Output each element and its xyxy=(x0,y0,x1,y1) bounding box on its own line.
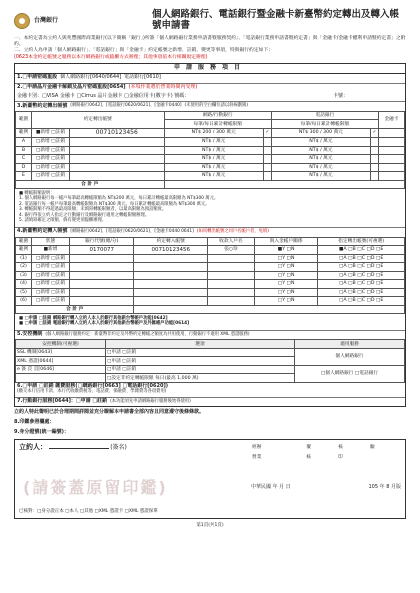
intro-line-2: 二、立約人為申請「個人網路銀行」、「電話銀行」與「金融卡」約定帳號之新增、註銷、變更等事項，特與銀行約定如下： xyxy=(14,48,274,54)
date-field[interactable]: 中華民國 年 月 日 xyxy=(251,483,291,490)
row-status[interactable]: □新增 □註銷 xyxy=(32,263,70,272)
section-1-opt2[interactable]: 電話銀行[0610] xyxy=(124,74,161,81)
row-svc[interactable]: □A □B □C □D □E xyxy=(318,280,405,289)
col-opt: 選項 xyxy=(106,340,295,349)
row-key: (6) xyxy=(16,297,32,306)
row-phone-check[interactable] xyxy=(371,163,379,172)
bank-logo xyxy=(14,13,134,29)
signature-hint: (簽名) xyxy=(110,443,127,451)
section-1 xyxy=(15,74,405,84)
self-transfer-net[interactable]: ■ □申請 □註銷 網路銀行轉入立約人本人於銀行其他新台幣帳戶功能[0642] xyxy=(19,315,168,321)
row-type xyxy=(16,374,106,383)
header xyxy=(14,8,406,34)
note-line: ■ 轉帳限額說明： xyxy=(19,190,55,196)
row-rel[interactable]: □Y □N xyxy=(254,254,317,263)
signature-line[interactable] xyxy=(49,448,109,449)
row-rel[interactable]: □Y □N xyxy=(254,288,317,297)
section-4-label: 4.新臺幣約定轉入帳號 xyxy=(17,228,68,235)
row-opt[interactable]: □設定非約定轉帳限額 每日(最高 1,000 萬) xyxy=(106,374,295,383)
row-acct[interactable] xyxy=(134,297,208,306)
col-acct: 約定轉入帳號 xyxy=(134,237,208,246)
row-phone[interactable]: NT$ / 萬元 xyxy=(271,146,370,155)
row-bank[interactable] xyxy=(70,254,134,263)
row-key: B xyxy=(16,146,32,155)
row-bank[interactable] xyxy=(70,288,134,297)
row-acct[interactable] xyxy=(70,163,165,172)
col-name: 收款人戶名 xyxy=(208,237,255,246)
intro xyxy=(14,36,406,60)
row-card[interactable] xyxy=(379,138,405,147)
col-app: 適用服務 xyxy=(295,340,405,349)
page-footer: 第1頁(共1頁) xyxy=(196,522,224,528)
row-svc[interactable]: □A □B □C □D □E xyxy=(318,297,405,306)
row-name[interactable] xyxy=(208,254,255,263)
table-total-row xyxy=(16,305,405,314)
row-name[interactable] xyxy=(208,288,255,297)
section-7-label[interactable]: 7.行動銀行服務[0644]：□申請 □註銷 xyxy=(17,398,108,405)
row-bank[interactable] xyxy=(70,297,134,306)
staff-label: 核 xyxy=(338,444,343,450)
row-key: 範例 xyxy=(16,128,32,137)
limit-notes xyxy=(15,189,405,228)
note-line: 5. 請填寫確定之限額，倘有變更須臨櫃辦理。 xyxy=(19,218,107,224)
row-acct[interactable] xyxy=(70,146,165,155)
row-net[interactable]: NT$ / 萬元 xyxy=(164,146,263,155)
row-phone-check[interactable] xyxy=(371,172,379,181)
row-net[interactable]: NT$ 200 / 300 萬元 xyxy=(164,128,263,137)
section-4-code: [網路銀行0642]、[電話銀行0620/0621]、[金融卡0440 0641] xyxy=(70,228,194,234)
row-key: (1) xyxy=(16,254,32,263)
row-key: (4) xyxy=(16,280,32,289)
row-svc[interactable]: ■A □B □C □D □E xyxy=(318,246,405,255)
date-row xyxy=(251,485,401,491)
row-phone[interactable]: NT$ 300 / 300 萬元 xyxy=(271,128,370,137)
form-version: 105 年 8 月版 xyxy=(368,483,401,490)
self-transfer-phone[interactable]: ■ □申請 □註銷 電話銀行轉入立約人本人於銀行其他新台幣帳戶及外匯帳戶功能[0614] xyxy=(19,321,190,327)
transfer-out-table xyxy=(15,111,405,189)
app-both[interactable]: □個人網路銀行 □電話銀行 xyxy=(295,365,405,382)
row-acct[interactable]: 00710123456 xyxy=(70,128,165,137)
col-range: 範圍 xyxy=(16,237,32,246)
card-number-label[interactable]: 卡號： xyxy=(333,92,349,99)
staff-table xyxy=(251,443,401,463)
row-card[interactable] xyxy=(379,172,405,181)
section-6 xyxy=(15,383,405,398)
row-acct[interactable] xyxy=(134,271,208,280)
bank-name: 台灣銀行 xyxy=(34,16,59,24)
row-key: D xyxy=(16,163,32,172)
intro-line-3: (0623本金約定帳號之服務以本行網路銀行或臨櫃方式辦理；其他事項依本行相關規定辦理) xyxy=(14,54,208,60)
row-phone-check[interactable] xyxy=(371,155,379,164)
row-rel[interactable]: ■Y □N xyxy=(254,246,317,255)
seal-placeholder[interactable]: (請簽蓋原留印鑑) xyxy=(23,477,168,497)
table-row xyxy=(16,146,405,155)
row-phone-check[interactable] xyxy=(371,138,379,147)
row-status[interactable]: □新增 □註銷 xyxy=(32,280,70,289)
row-key: C xyxy=(16,155,32,164)
col-net: 網路/行動銀行 xyxy=(164,111,271,120)
table-row xyxy=(16,365,405,374)
staff-label: 驗 xyxy=(370,444,375,450)
section-2-label[interactable]: 2.□申請晶片金融卡解鎖及晶片密碼重設[0654] xyxy=(17,84,126,91)
staff-area xyxy=(251,443,401,515)
section-1-label[interactable]: 1.□申請密碼重設 xyxy=(17,74,58,81)
row-phone-check[interactable] xyxy=(371,146,379,155)
form-title: 個人網路銀行、電話銀行暨金融卡新臺幣約定轉出及轉入帳號申請書 xyxy=(152,9,400,31)
row-net-check[interactable] xyxy=(263,146,271,155)
section-3 xyxy=(15,102,405,111)
col-range: 範圍 xyxy=(16,111,32,128)
row-status[interactable]: ■新增 xyxy=(32,246,70,255)
col-rel: 與入金帳戶關係 xyxy=(254,237,317,246)
row-phone[interactable]: NT$ / 萬元 xyxy=(271,155,370,164)
col-acct: 約定轉出帳號 xyxy=(32,111,165,128)
section-title: 申請服務項目 xyxy=(15,64,405,74)
staff-label: 覆 xyxy=(306,444,311,450)
table-row xyxy=(16,254,405,263)
row-status[interactable]: □新增 □註銷 xyxy=(32,271,70,280)
row-net-check[interactable] xyxy=(263,163,271,172)
table-total-row xyxy=(16,180,405,189)
row-net-check[interactable] xyxy=(263,172,271,181)
note-line: 4. 銀行得依立約人指定之行動銀行及網路銀行適用之轉帳限額辦理。 xyxy=(19,212,150,218)
row-key: 範例 xyxy=(16,246,32,255)
row-name[interactable]: 張○珍 xyxy=(208,246,255,255)
row-rel[interactable]: □Y □N xyxy=(254,297,317,306)
section-5 xyxy=(15,331,405,340)
row-svc[interactable]: □A □B □C □D □E xyxy=(318,271,405,280)
signature-area xyxy=(19,443,251,515)
note-line: 2. 電話銀行每一帳戶每筆最高轉帳限額為 NT$300 萬元，每日累計轉帳最高限額為 NT$300 萬元。 xyxy=(19,201,210,207)
row-opt[interactable]: □申請 □註銷 xyxy=(106,365,295,374)
note-line: 3. 轉帳限額不得超過最高限額；未填寫轉帳限額者，以最高限額為預設額度。 xyxy=(19,207,167,213)
section-9: 9.身分證號(統一編號)： xyxy=(14,428,69,435)
row-type: XML 憑證[0644] xyxy=(16,357,106,366)
table-row xyxy=(16,348,405,357)
row-net[interactable]: NT$ / 萬元 xyxy=(164,163,263,172)
row-status[interactable]: □新增 □註銷 xyxy=(32,163,70,172)
total-blank xyxy=(164,180,404,189)
row-status[interactable]: □新增 □註銷 xyxy=(32,146,70,155)
section-4b xyxy=(15,314,405,331)
section-2 xyxy=(15,84,405,103)
row-status[interactable]: □新增 □註銷 xyxy=(32,172,70,181)
col-card: 金融卡 xyxy=(379,111,405,128)
col-type: 安控機制(可複選) xyxy=(16,340,106,349)
row-bank[interactable] xyxy=(70,271,134,280)
staff-label: 經辦 xyxy=(252,444,262,450)
section-3-note: (未使用的空白欄位請以斜線劃銷) xyxy=(184,103,249,109)
row-status[interactable]: □新增 □註銷 xyxy=(32,155,70,164)
row-card[interactable] xyxy=(379,155,405,164)
bank-emblem-icon xyxy=(14,13,30,29)
col-svc: 指定轉出帳號(可複選) xyxy=(318,237,405,246)
signer-label: 立約人： xyxy=(19,442,47,451)
row-acct[interactable] xyxy=(70,172,165,181)
row-status[interactable]: □新增 □註銷 xyxy=(32,138,70,147)
row-phone[interactable]: NT$ / 萬元 xyxy=(271,138,370,147)
row-acct[interactable] xyxy=(70,138,165,147)
transfer-in-table xyxy=(15,237,405,315)
section-5-label: 5.安控機制 xyxy=(17,331,43,338)
section-8: 8.印鑑參照欄處： xyxy=(14,419,55,426)
table-row xyxy=(16,155,405,164)
row-bank[interactable]: 0170077 xyxy=(70,246,134,255)
table-row xyxy=(16,263,405,272)
row-status[interactable]: □新增 □註銷 xyxy=(32,297,70,306)
row-status[interactable]: □新增 □註銷 xyxy=(32,288,70,297)
row-status[interactable]: ■新增 □註銷 xyxy=(32,128,70,137)
row-name[interactable] xyxy=(208,271,255,280)
app-net: 個人網路銀行 xyxy=(295,348,405,365)
signature-box xyxy=(14,439,406,519)
row-name[interactable] xyxy=(208,280,255,289)
total-blank xyxy=(134,305,405,314)
section-4-note: (如同轉出帳號之同戶名帳戶者，免填) xyxy=(196,228,269,234)
table-row xyxy=(16,172,405,181)
row-bank[interactable] xyxy=(70,263,134,272)
row-net[interactable]: NT$ / 萬元 xyxy=(164,155,263,164)
row-rel[interactable]: □Y □N xyxy=(254,271,317,280)
staff-label: 印 xyxy=(338,454,343,460)
security-table xyxy=(15,339,405,383)
row-key: (3) xyxy=(16,271,32,280)
table-row xyxy=(16,280,405,289)
col-net-sub: 每筆/每日累計轉帳限額 xyxy=(164,120,271,129)
table-row xyxy=(16,271,405,280)
table-row xyxy=(16,163,405,172)
col-status: 狀態 xyxy=(32,237,70,246)
table-row xyxy=(16,288,405,297)
note-line: 1. 個人網路銀行每一帳戶每筆最高轉帳限額為 NT$200 萬元，每日累計轉帳最高限額為 NT$300 萬元。 xyxy=(19,196,219,202)
check-icon: ✓ xyxy=(263,128,271,137)
row-acct[interactable] xyxy=(134,263,208,272)
row-bank[interactable] xyxy=(70,280,134,289)
row-svc[interactable]: □A □B □C □D □E xyxy=(318,263,405,272)
col-phone: 電話銀行 xyxy=(271,111,378,120)
staff-blank xyxy=(369,453,401,463)
section-3-code: [網路銀行0642]、[電話銀行0620/0621]、[金融卡0440] xyxy=(70,103,182,109)
table-row xyxy=(16,128,405,137)
row-name[interactable] xyxy=(208,297,255,306)
section-1-opt1[interactable]: 個人網路銀行[0640/0644] xyxy=(60,74,122,81)
row-opt[interactable]: □申請 □註銷 xyxy=(106,348,295,357)
row-type: SSL 機制[0643] xyxy=(16,348,106,357)
section-6-label[interactable]: 6.□申請 □註銷 繳費服務(□網路銀行[0663] □電話銀行[0620]) xyxy=(17,383,169,390)
section-3-label: 3.新臺幣約定轉出帳號 xyxy=(17,102,68,109)
col-bank: 銀行代號(總/分) xyxy=(70,237,134,246)
row-rel[interactable]: □Y □N xyxy=(254,263,317,272)
row-key: (5) xyxy=(16,288,32,297)
row-net[interactable]: NT$ / 萬元 xyxy=(164,138,263,147)
verification[interactable]: 已核對：□身分證正本 □本人 □其他 □XML 憑證卡 □XML 憑證保單 xyxy=(19,509,158,515)
card-type[interactable]: 金融卡別：□VISA 金融卡 □Cirrus 晶片金融卡 □金融信用卡(數字卡) 號碼： xyxy=(17,92,190,99)
section-2-note: (本項作業將於營業時間內受理) xyxy=(128,84,198,91)
staff-label: 營業 xyxy=(252,454,262,460)
row-key: E xyxy=(16,172,32,181)
staff-label: 核 xyxy=(306,454,311,460)
total-label: 合 計 戶 xyxy=(16,305,134,314)
row-opt[interactable]: □申請 □註銷 xyxy=(106,357,295,366)
row-key: (2) xyxy=(16,263,32,272)
intro-line-1: 一、本約定書為立約人與兆豐國際商業銀行(以下簡稱「銀行」)所簽「個人網路銀行業務申請書暨服務契約」、「電話銀行業務申請書暨約定書」與「金融卡/金融卡權利申請暨約定書」之附約。 xyxy=(14,36,406,47)
row-acct[interactable] xyxy=(70,155,165,164)
row-type: e 簽 頁 頁[0646] xyxy=(16,365,106,374)
row-acct[interactable] xyxy=(134,254,208,263)
row-net-check[interactable] xyxy=(263,155,271,164)
section-7 xyxy=(15,398,405,407)
row-status[interactable]: □新增 □註銷 xyxy=(32,254,70,263)
section-4 xyxy=(15,228,405,237)
section-5-note: (個人網路銀行服務約定：新臺幣非約定及外幣約定轉帳之額度為共用使用，行動銀行不適用 XML 憑證服務) xyxy=(45,331,250,337)
row-key: A xyxy=(16,138,32,147)
row-card[interactable] xyxy=(379,128,405,137)
row-phone[interactable]: NT$ / 萬元 xyxy=(271,163,370,172)
check-icon: ✓ xyxy=(371,128,379,137)
row-card[interactable] xyxy=(379,146,405,155)
row-acct[interactable] xyxy=(134,288,208,297)
table-row xyxy=(16,297,405,306)
row-svc[interactable]: □A □B □C □D □E xyxy=(318,288,405,297)
agreement: 立約人特此聲明已於合理期間詳閱並充分瞭解本申請書全部內容且同意遵守後條條款。 xyxy=(14,409,205,416)
table-row xyxy=(16,138,405,147)
row-acct[interactable] xyxy=(134,280,208,289)
row-phone[interactable]: NT$ / 萬元 xyxy=(271,172,370,181)
row-card[interactable] xyxy=(379,163,405,172)
col-phone-sub: 每筆/每日累計轉帳限額 xyxy=(271,120,378,129)
row-net-check[interactable] xyxy=(263,138,271,147)
total-label: 合 計 戶 xyxy=(16,180,165,189)
row-net[interactable]: NT$ / 萬元 xyxy=(164,172,263,181)
row-svc[interactable]: □A □B □C □D □E xyxy=(318,254,405,263)
services-box xyxy=(14,63,406,407)
section-6-note: (繳交本行信用卡款、本行代收繳費稅等、電話費、保險費、學雜費等各項費用) xyxy=(17,389,167,395)
row-acct[interactable]: 00710123456 xyxy=(134,246,208,255)
row-rel[interactable]: □Y □N xyxy=(254,280,317,289)
section-7-note: (本功能須先申請網路銀行服務後始得使用) xyxy=(110,398,191,404)
table-row xyxy=(16,246,405,255)
row-name[interactable] xyxy=(208,263,255,272)
